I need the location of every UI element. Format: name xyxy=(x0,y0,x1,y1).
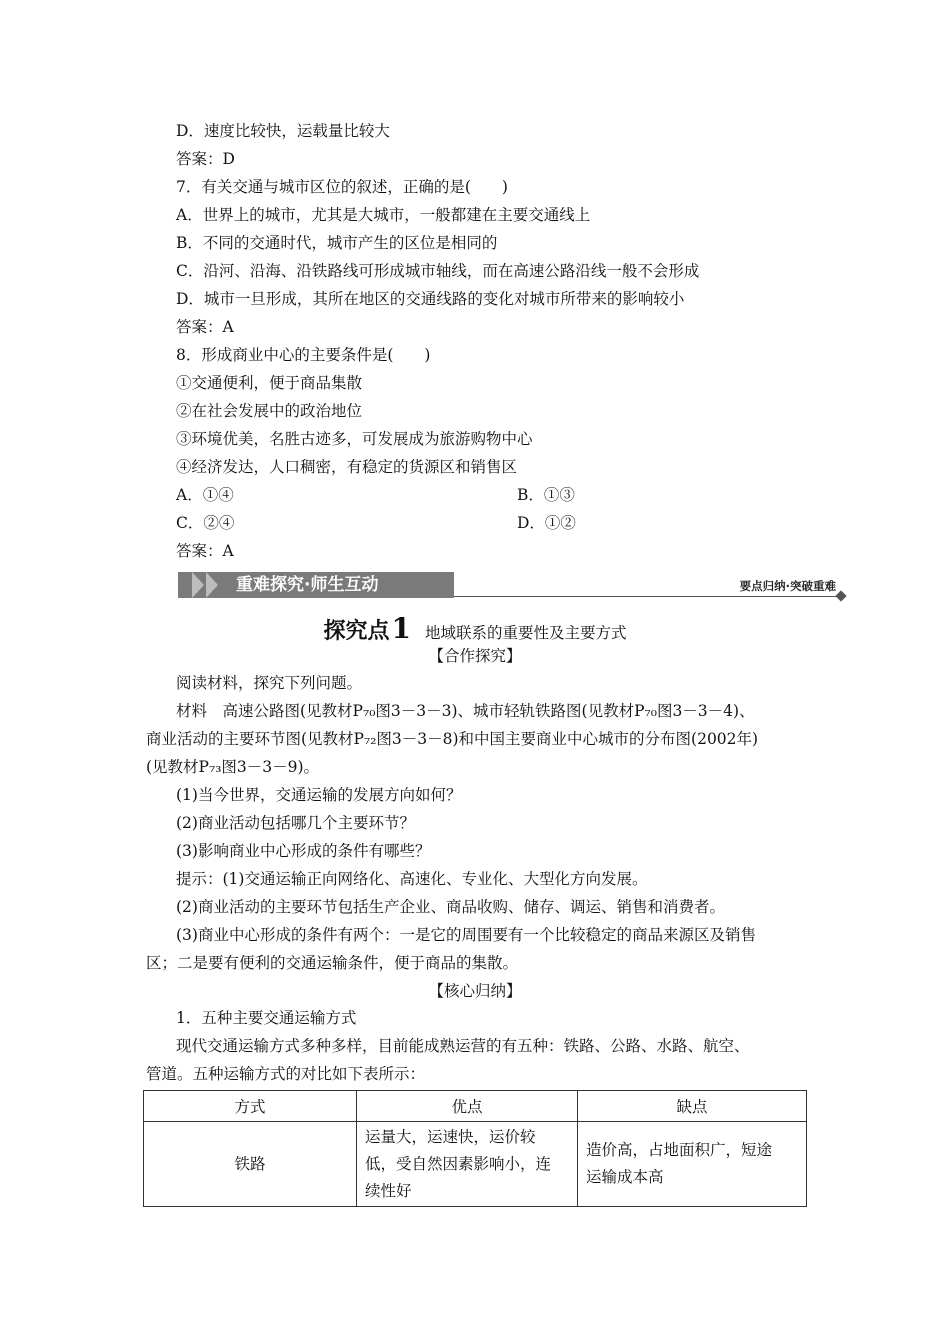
q8-stem: 8．形成商业中心的主要条件是( ) xyxy=(176,346,431,364)
point-label: 探究点 xyxy=(323,619,390,644)
cell-pros-line: 运量大，运速快，运价较 xyxy=(365,1127,536,1146)
header-pros: 优点 xyxy=(357,1091,578,1122)
transport-comparison-table xyxy=(143,1090,807,1207)
question-2: (2)商业活动包括哪几个主要环节？ xyxy=(176,814,415,832)
material-line-1: 材料 高速公路图(见教材P₇₀图3－3－3)、城市轻轨铁路图(见教材P₇₀图3－3－4)、 xyxy=(176,702,755,720)
q7-option-b: B．不同的交通时代，城市产生的区位是相同的 xyxy=(176,234,498,252)
intro-text: 阅读材料，探究下列问题。 xyxy=(176,674,363,692)
q7-option-a: A．世界上的城市，尤其是大城市，一般都建在主要交通线上 xyxy=(176,206,591,224)
q8-statement-3: ③环境优美，名胜古迹多，可发展成为旅游购物中心 xyxy=(176,430,533,448)
section-banner xyxy=(178,570,848,600)
point-number: 1 xyxy=(391,612,411,645)
core-summary-heading: 【核心归纳】 xyxy=(428,982,522,1000)
q7-stem: 7．有关交通与城市区位的叙述，正确的是( ) xyxy=(176,178,508,196)
hint-2: (2)商业活动的主要环节包括生产企业、商品收购、储存、调运、销售和消费者。 xyxy=(176,898,725,916)
point-title: 地域联系的重要性及主要方式 xyxy=(424,624,627,642)
q8-statement-1: ①交通便利，便于商品集散 xyxy=(176,374,363,392)
table-row xyxy=(144,1122,807,1207)
cooperative-heading: 【合作探究】 xyxy=(428,647,522,665)
cell-pros xyxy=(357,1122,578,1207)
hint-3-line-1: (3)商业中心形成的条件有两个：一是它的周围要有一个比较稳定的商品来源区及销售 xyxy=(176,926,756,944)
q8-answer: 答案：A xyxy=(176,542,234,560)
table-header-row xyxy=(144,1091,807,1122)
hint-3-line-2: 区；二是要有便利的交通运输条件，便于商品的集散。 xyxy=(146,954,519,972)
header-mode: 方式 xyxy=(144,1091,357,1122)
q8-option-c: C．②④ xyxy=(176,514,235,532)
q8-option-d: D．①② xyxy=(517,514,576,532)
banner-rule xyxy=(454,596,840,597)
banner-subtitle: 要点归纳·突破重难 xyxy=(739,579,836,593)
q6-option-d: D．速度比较快，运载量比较大 xyxy=(176,122,390,140)
cell-cons-line: 造价高，占地面积广，短途 xyxy=(586,1141,773,1159)
question-3: (3)影响商业中心形成的条件有哪些？ xyxy=(176,842,431,860)
diamond-icon xyxy=(835,590,846,601)
summary-paragraph-line-2: 管道。五种运输方式的对比如下表所示： xyxy=(146,1065,426,1083)
cell-mode: 铁路 xyxy=(144,1122,357,1207)
header-cons: 缺点 xyxy=(578,1091,807,1122)
cell-pros-line: 续性好 xyxy=(365,1181,412,1200)
exploration-point-heading xyxy=(0,612,950,645)
question-1: (1)当今世界，交通运输的发展方向如何？ xyxy=(176,786,462,804)
cell-cons xyxy=(578,1122,807,1207)
q7-option-d: D．城市一旦形成，其所在地区的交通线路的变化对城市所带来的影响较小 xyxy=(176,290,685,308)
chevron-icon xyxy=(192,572,204,598)
cell-cons-line: 运输成本高 xyxy=(586,1168,664,1186)
q7-option-c: C．沿河、沿海、沿铁路线可形成城市轴线，而在高速公路沿线一般不会形成 xyxy=(176,262,700,280)
summary-item-1: 1．五种主要交通运输方式 xyxy=(176,1009,357,1027)
banner-title: 重难探究·师生互动 xyxy=(236,575,379,595)
q8-statement-4: ④经济发达，人口稠密，有稳定的货源区和销售区 xyxy=(176,458,518,476)
summary-paragraph-line-1: 现代交通运输方式多种多样，目前能成熟运营的有五种：铁路、公路、水路、航空、 xyxy=(176,1037,750,1055)
q8-option-b: B．①③ xyxy=(517,486,575,504)
hint-1: 提示：(1)交通运输正向网络化、高速化、专业化、大型化方向发展。 xyxy=(176,870,648,888)
material-line-3: (见教材P₇₃图3－3－9)。 xyxy=(146,758,320,776)
q8-option-a: A．①④ xyxy=(176,486,234,504)
chevron-icon xyxy=(206,572,218,598)
material-line-2: 商业活动的主要环节图(见教材P₇₂图3－3－8)和中国主要商业中心城市的分布图(2002年) xyxy=(146,730,759,748)
q6-answer: 答案：D xyxy=(176,150,235,168)
q7-answer: 答案：A xyxy=(176,318,234,336)
q8-statement-2: ②在社会发展中的政治地位 xyxy=(176,402,363,420)
cell-pros-line: 低，受自然因素影响小，连 xyxy=(365,1154,552,1173)
